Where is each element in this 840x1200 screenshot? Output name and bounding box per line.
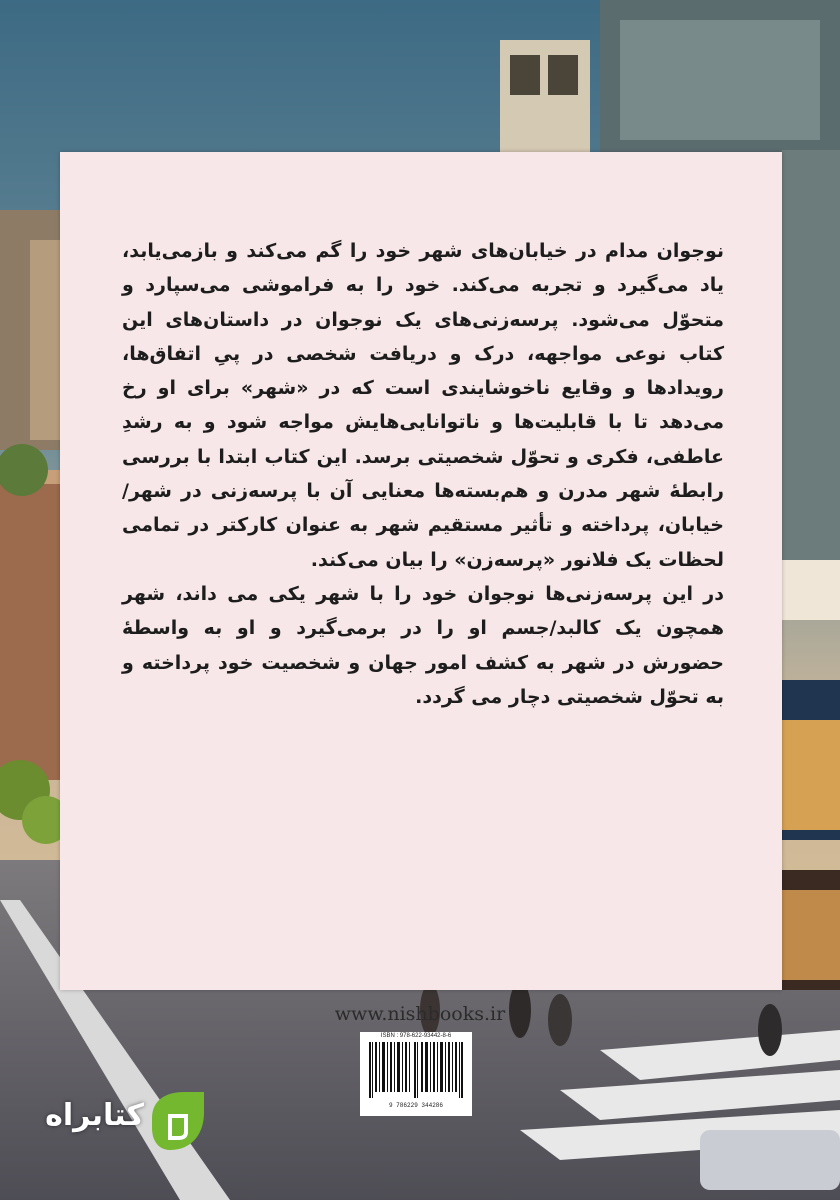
paragraph-2: در این پرسه‌زنی‌ها نوجوان خود را با شهر یکی می داند، شهر همچون یک کالبد/جسم او را در برمی‌گیرد و او به واسطهٔ حضورش در شهر به کشف امور جهان و شخصیت خود پرداخته و به تحوّل شخصیتی دچار می گردد. [122,582,724,708]
paragraph-1: نوجوان مدام در خیابان‌های شهر خود را گم می‌کند و بازمی‌یابد، یاد می‌گیرد و تجربه می‌کند. خود را به فراموشی می‌سپارد و متحوّل می‌شود. پرسه‌زنی‌های یک نوجوان در داستان‌های این کتاب نوعی مواجهه، درک و دریافت شخصی در پیِ اتفاق‌ها، رویدادها و وقایع ناخوشایندی است که در «شهر» برای او رخ می‌دهد تا با قابلیت‌ها و ناتوانایی‌هایش مواجه شود و به رشدِ عاطفی، فکری و تحوّل شخصیتی برسد. این کتاب ابتدا با بررسی رابطهٔ شهر مدرن و هم‌بسته‌ها معنایی آن با پرسه‌زنی در شهر/خیابان، پرداخته و تأثیر مستقیم شهر به عنوان کارکتر در تمامی لحظات یک فلانور «پرسه‌زن» را بیان می‌کند. [122,240,724,571]
publisher-website[interactable]: www.nishbooks.ir [334,1003,506,1025]
ketabrah-logo[interactable] [26,1088,216,1154]
back-cover-text [122,234,724,714]
barcode-digits: 9 786229 344286 [388,1102,443,1109]
book-leaf-icon [144,1088,210,1154]
barcode-bars [369,1042,463,1098]
text-panel [60,152,782,990]
logo-text: کتابراه [45,1098,144,1133]
isbn-number: ISBN : 978-622-93442-8-6 [380,1033,452,1039]
isbn-barcode [360,1032,472,1116]
